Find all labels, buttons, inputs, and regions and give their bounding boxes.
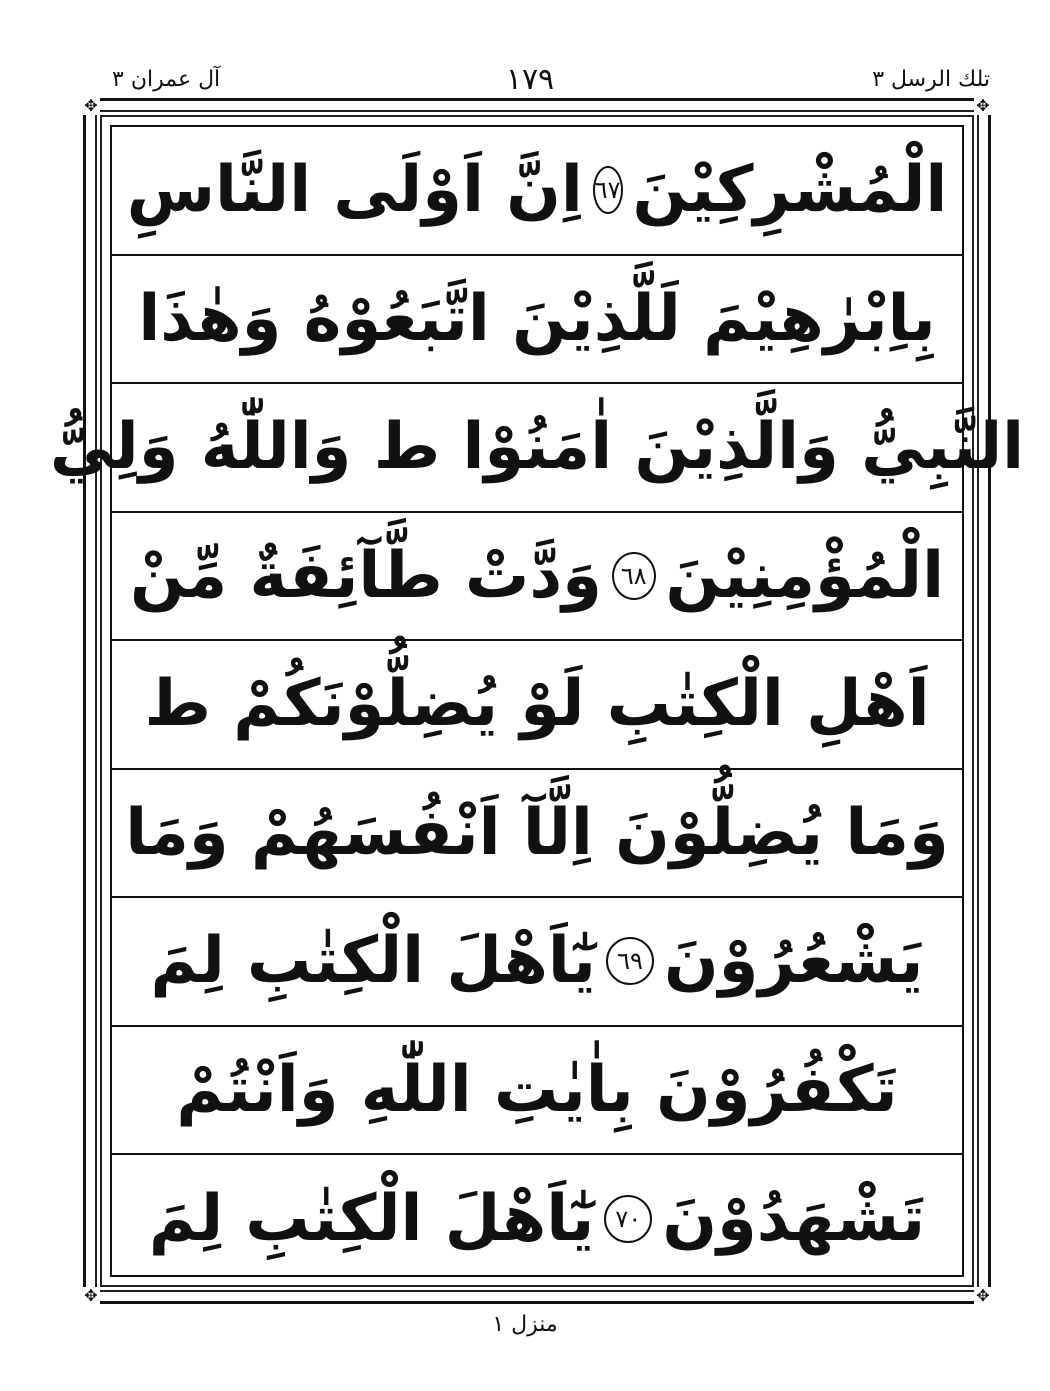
ornament-icon: ✥ bbox=[974, 97, 992, 115]
ayah-marker: ٦٧ bbox=[593, 166, 623, 214]
manzil-label: منزل ١ bbox=[492, 1312, 558, 1337]
ayah-marker: ٧٠ bbox=[604, 1195, 652, 1243]
verse-text: يَشْعُرُوْنَ bbox=[663, 924, 924, 999]
ornament-icon: ✥ bbox=[82, 1287, 100, 1305]
verse-text: النَّبِيُّ وَالَّذِيْنَ اٰمَنُوْا ط وَاللّٰهُ وَلِيُّ bbox=[49, 410, 1025, 485]
verse-line bbox=[112, 1027, 962, 1156]
verse-line bbox=[112, 513, 962, 642]
verse-text: وَمَا يُضِلُّوْنَ اِلَّآ اَنْفُسَهُمْ وَمَا bbox=[125, 795, 949, 870]
verse-text: وَدَّتْ طَّآئِفَةٌ مِّنْ bbox=[130, 538, 602, 613]
juz-label: تلك الرسل ٣ bbox=[872, 67, 990, 92]
verse-text: يٰٓاَهْلَ الْكِتٰبِ لِمَ bbox=[148, 1182, 595, 1257]
verse-line bbox=[112, 641, 962, 770]
page-border bbox=[49, 96, 1025, 1305]
verse-line bbox=[112, 770, 962, 899]
verse-text: اَهْلِ الْكِتٰبِ لَوْ يُضِلُّوْنَكُمْ ط bbox=[144, 667, 930, 742]
ornament-icon: ✥ bbox=[974, 1287, 992, 1305]
ayah-marker: ٦٩ bbox=[606, 937, 654, 985]
verse-line bbox=[112, 256, 962, 385]
surah-label: آل عمران ٣ bbox=[112, 67, 221, 92]
verse-text: تَكْفُرُوْنَ بِاٰيٰتِ اللّٰهِ وَاَنْتُمْ bbox=[176, 1052, 898, 1127]
verse-text: الْمُؤْمِنِيْنَ bbox=[665, 538, 944, 613]
verse-line bbox=[112, 127, 962, 256]
verse-text: يٰٓاَهْلَ الْكِتٰبِ لِمَ bbox=[150, 924, 596, 999]
page-number: ١٧٩ bbox=[505, 62, 555, 97]
text-panel bbox=[49, 125, 1025, 1277]
verse-lines bbox=[49, 127, 1025, 1275]
page-header bbox=[90, 58, 990, 102]
verse-text: اِنَّ اَوْلَى النَّاسِ bbox=[126, 153, 583, 228]
verse-text: بِاِبْرٰهِيْمَ لَلَّذِيْنَ اتَّبَعُوْهُ وَهٰذَا bbox=[138, 281, 936, 356]
verse-text: تَشْهَدُوْنَ bbox=[662, 1182, 926, 1257]
verse-line bbox=[112, 898, 962, 1027]
ornament-icon: ✥ bbox=[82, 97, 100, 115]
ayah-marker: ٦٨ bbox=[612, 552, 656, 600]
verse-line bbox=[112, 1155, 962, 1284]
verse-line bbox=[49, 384, 1025, 513]
verse-text: الْمُشْرِكِيْنَ bbox=[632, 153, 948, 228]
